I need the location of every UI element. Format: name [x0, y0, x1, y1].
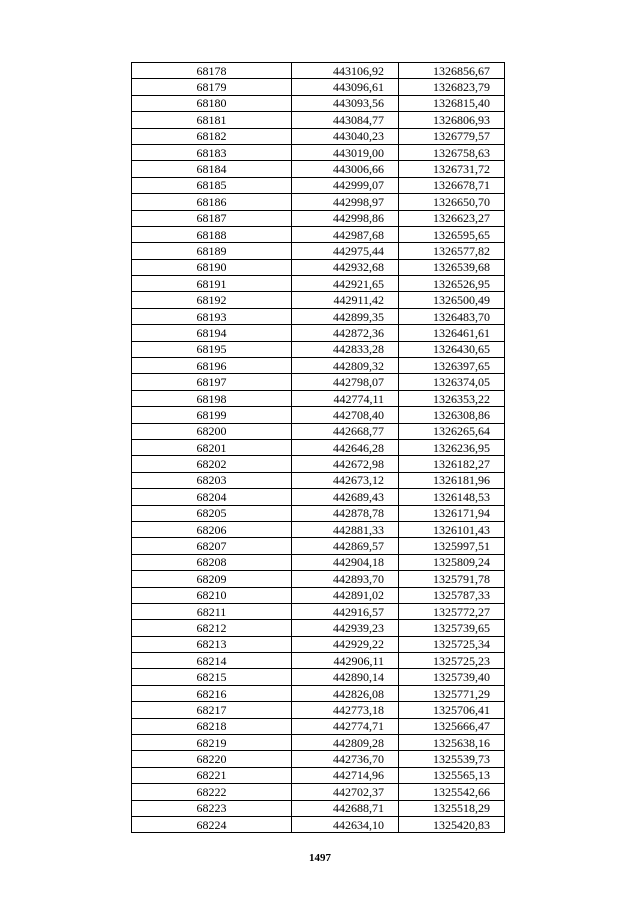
y-coordinate-cell: 1325565,13: [399, 767, 505, 783]
y-coordinate-cell: 1326182,27: [399, 456, 505, 472]
x-coordinate-cell: 442688,71: [292, 800, 399, 816]
table-row: [132, 620, 505, 636]
y-coordinate-cell: 1326461,61: [399, 325, 505, 341]
table-row: [132, 751, 505, 767]
y-coordinate-cell: 1326483,70: [399, 308, 505, 324]
point-number-cell: 68179: [132, 79, 292, 95]
table-row: [132, 521, 505, 537]
point-number-cell: 68186: [132, 194, 292, 210]
y-coordinate-cell: 1326539,68: [399, 259, 505, 275]
x-coordinate-cell: 442774,71: [292, 718, 399, 734]
x-coordinate-cell: 443019,00: [292, 144, 399, 160]
x-coordinate-cell: 442872,36: [292, 325, 399, 341]
point-number-cell: 68189: [132, 243, 292, 259]
x-coordinate-cell: 442921,65: [292, 276, 399, 292]
y-coordinate-cell: 1325420,83: [399, 816, 505, 832]
y-coordinate-cell: 1326308,86: [399, 407, 505, 423]
point-number-cell: 68217: [132, 702, 292, 718]
x-coordinate-cell: 442899,35: [292, 308, 399, 324]
point-number-cell: 68223: [132, 800, 292, 816]
x-coordinate-cell: 442668,77: [292, 423, 399, 439]
y-coordinate-cell: 1326758,63: [399, 144, 505, 160]
point-number-cell: 68183: [132, 144, 292, 160]
table-row: [132, 177, 505, 193]
point-number-cell: 68213: [132, 636, 292, 652]
point-number-cell: 68206: [132, 521, 292, 537]
x-coordinate-cell: 442987,68: [292, 226, 399, 242]
y-coordinate-cell: 1326779,57: [399, 128, 505, 144]
x-coordinate-cell: 442869,57: [292, 538, 399, 554]
y-coordinate-cell: 1326731,72: [399, 161, 505, 177]
y-coordinate-cell: 1326430,65: [399, 341, 505, 357]
point-number-cell: 68222: [132, 784, 292, 800]
x-coordinate-cell: 443093,56: [292, 95, 399, 111]
table-row: [132, 308, 505, 324]
y-coordinate-cell: 1326623,27: [399, 210, 505, 226]
point-number-cell: 68198: [132, 390, 292, 406]
table-row: [132, 161, 505, 177]
x-coordinate-cell: 442646,28: [292, 439, 399, 455]
table-row: [132, 816, 505, 832]
x-coordinate-cell: 442975,44: [292, 243, 399, 259]
coordinates-table-body: [132, 63, 505, 833]
x-coordinate-cell: 442634,10: [292, 816, 399, 832]
point-number-cell: 68197: [132, 374, 292, 390]
table-row: [132, 636, 505, 652]
table-row: [132, 423, 505, 439]
page-number: 1497: [309, 852, 331, 864]
point-number-cell: 68193: [132, 308, 292, 324]
x-coordinate-cell: 442826,08: [292, 685, 399, 701]
y-coordinate-cell: 1325787,33: [399, 587, 505, 603]
x-coordinate-cell: 442904,18: [292, 554, 399, 570]
y-coordinate-cell: 1325739,40: [399, 669, 505, 685]
x-coordinate-cell: 443096,61: [292, 79, 399, 95]
point-number-cell: 68180: [132, 95, 292, 111]
y-coordinate-cell: 1326500,49: [399, 292, 505, 308]
table-row: [132, 784, 505, 800]
x-coordinate-cell: 442673,12: [292, 472, 399, 488]
point-number-cell: 68188: [132, 226, 292, 242]
point-number-cell: 68221: [132, 767, 292, 783]
table-row: [132, 587, 505, 603]
y-coordinate-cell: 1326650,70: [399, 194, 505, 210]
x-coordinate-cell: 442939,23: [292, 620, 399, 636]
x-coordinate-cell: 442890,14: [292, 669, 399, 685]
y-coordinate-cell: 1326806,93: [399, 112, 505, 128]
table-row: [132, 456, 505, 472]
y-coordinate-cell: 1326526,95: [399, 276, 505, 292]
x-coordinate-cell: 442672,98: [292, 456, 399, 472]
x-coordinate-cell: 442999,07: [292, 177, 399, 193]
x-coordinate-cell: 442702,37: [292, 784, 399, 800]
x-coordinate-cell: 442798,07: [292, 374, 399, 390]
table-row: [132, 554, 505, 570]
y-coordinate-cell: 1326181,96: [399, 472, 505, 488]
point-number-cell: 68216: [132, 685, 292, 701]
point-number-cell: 68195: [132, 341, 292, 357]
table-row: [132, 407, 505, 423]
y-coordinate-cell: 1326595,65: [399, 226, 505, 242]
y-coordinate-cell: 1326577,82: [399, 243, 505, 259]
point-number-cell: 68208: [132, 554, 292, 570]
y-coordinate-cell: 1325518,29: [399, 800, 505, 816]
point-number-cell: 68185: [132, 177, 292, 193]
x-coordinate-cell: 442998,86: [292, 210, 399, 226]
point-number-cell: 68203: [132, 472, 292, 488]
point-number-cell: 68207: [132, 538, 292, 554]
table-row: [132, 325, 505, 341]
x-coordinate-cell: 442911,42: [292, 292, 399, 308]
table-row: [132, 472, 505, 488]
table-row: [132, 276, 505, 292]
point-number-cell: 68209: [132, 571, 292, 587]
table-row: [132, 669, 505, 685]
y-coordinate-cell: 1325771,29: [399, 685, 505, 701]
y-coordinate-cell: 1325539,73: [399, 751, 505, 767]
x-coordinate-cell: 442891,02: [292, 587, 399, 603]
x-coordinate-cell: 442773,18: [292, 702, 399, 718]
point-number-cell: 68191: [132, 276, 292, 292]
point-number-cell: 68212: [132, 620, 292, 636]
point-number-cell: 68190: [132, 259, 292, 275]
x-coordinate-cell: 442809,32: [292, 358, 399, 374]
y-coordinate-cell: 1326823,79: [399, 79, 505, 95]
x-coordinate-cell: 442893,70: [292, 571, 399, 587]
table-row: [132, 489, 505, 505]
table-row: [132, 685, 505, 701]
table-row: [132, 571, 505, 587]
point-number-cell: 68201: [132, 439, 292, 455]
x-coordinate-cell: 442878,78: [292, 505, 399, 521]
table-row: [132, 341, 505, 357]
point-number-cell: 68187: [132, 210, 292, 226]
y-coordinate-cell: 1326678,71: [399, 177, 505, 193]
table-row: [132, 63, 505, 79]
y-coordinate-cell: 1325666,47: [399, 718, 505, 734]
table-row: [132, 95, 505, 111]
y-coordinate-cell: 1325809,24: [399, 554, 505, 570]
table-row: [132, 505, 505, 521]
x-coordinate-cell: 442714,96: [292, 767, 399, 783]
x-coordinate-cell: 442736,70: [292, 751, 399, 767]
y-coordinate-cell: 1325997,51: [399, 538, 505, 554]
x-coordinate-cell: 443040,23: [292, 128, 399, 144]
table-row: [132, 767, 505, 783]
point-number-cell: 68194: [132, 325, 292, 341]
table-row: [132, 128, 505, 144]
x-coordinate-cell: 442809,28: [292, 735, 399, 751]
table-row: [132, 653, 505, 669]
table-row: [132, 210, 505, 226]
x-coordinate-cell: 443106,92: [292, 63, 399, 79]
table-row: [132, 358, 505, 374]
x-coordinate-cell: 442774,11: [292, 390, 399, 406]
y-coordinate-cell: 1326101,43: [399, 521, 505, 537]
x-coordinate-cell: 442833,28: [292, 341, 399, 357]
y-coordinate-cell: 1325791,78: [399, 571, 505, 587]
table-row: [132, 735, 505, 751]
table-row: [132, 603, 505, 619]
x-coordinate-cell: 442906,11: [292, 653, 399, 669]
point-number-cell: 68210: [132, 587, 292, 603]
point-number-cell: 68215: [132, 669, 292, 685]
point-number-cell: 68200: [132, 423, 292, 439]
table-row: [132, 259, 505, 275]
y-coordinate-cell: 1326374,05: [399, 374, 505, 390]
y-coordinate-cell: 1325638,16: [399, 735, 505, 751]
y-coordinate-cell: 1326171,94: [399, 505, 505, 521]
point-number-cell: 68202: [132, 456, 292, 472]
point-number-cell: 68214: [132, 653, 292, 669]
point-number-cell: 68219: [132, 735, 292, 751]
table-row: [132, 194, 505, 210]
point-number-cell: 68220: [132, 751, 292, 767]
point-number-cell: 68218: [132, 718, 292, 734]
x-coordinate-cell: 443006,66: [292, 161, 399, 177]
point-number-cell: 68224: [132, 816, 292, 832]
y-coordinate-cell: 1326148,53: [399, 489, 505, 505]
y-coordinate-cell: 1325725,34: [399, 636, 505, 652]
y-coordinate-cell: 1325542,66: [399, 784, 505, 800]
table-row: [132, 702, 505, 718]
y-coordinate-cell: 1326236,95: [399, 439, 505, 455]
point-number-cell: 68181: [132, 112, 292, 128]
y-coordinate-cell: 1325706,41: [399, 702, 505, 718]
table-row: [132, 538, 505, 554]
x-coordinate-cell: 442932,68: [292, 259, 399, 275]
x-coordinate-cell: 442998,97: [292, 194, 399, 210]
y-coordinate-cell: 1325725,23: [399, 653, 505, 669]
point-number-cell: 68184: [132, 161, 292, 177]
table-row: [132, 112, 505, 128]
y-coordinate-cell: 1325739,65: [399, 620, 505, 636]
table-row: [132, 243, 505, 259]
point-number-cell: 68196: [132, 358, 292, 374]
y-coordinate-cell: 1326265,64: [399, 423, 505, 439]
table-row: [132, 800, 505, 816]
x-coordinate-cell: 443084,77: [292, 112, 399, 128]
y-coordinate-cell: 1326353,22: [399, 390, 505, 406]
point-number-cell: 68199: [132, 407, 292, 423]
x-coordinate-cell: 442708,40: [292, 407, 399, 423]
y-coordinate-cell: 1326856,67: [399, 63, 505, 79]
table-row: [132, 374, 505, 390]
y-coordinate-cell: 1326397,65: [399, 358, 505, 374]
x-coordinate-cell: 442689,43: [292, 489, 399, 505]
y-coordinate-cell: 1325772,27: [399, 603, 505, 619]
point-number-cell: 68204: [132, 489, 292, 505]
point-number-cell: 68205: [132, 505, 292, 521]
table-row: [132, 226, 505, 242]
table-row: [132, 292, 505, 308]
point-number-cell: 68192: [132, 292, 292, 308]
table-row: [132, 439, 505, 455]
x-coordinate-cell: 442929,22: [292, 636, 399, 652]
table-row: [132, 390, 505, 406]
x-coordinate-cell: 442916,57: [292, 603, 399, 619]
point-number-cell: 68211: [132, 603, 292, 619]
point-number-cell: 68178: [132, 63, 292, 79]
point-number-cell: 68182: [132, 128, 292, 144]
table-row: [132, 144, 505, 160]
y-coordinate-cell: 1326815,40: [399, 95, 505, 111]
x-coordinate-cell: 442881,33: [292, 521, 399, 537]
coordinates-table: [131, 62, 505, 833]
table-row: [132, 718, 505, 734]
table-row: [132, 79, 505, 95]
